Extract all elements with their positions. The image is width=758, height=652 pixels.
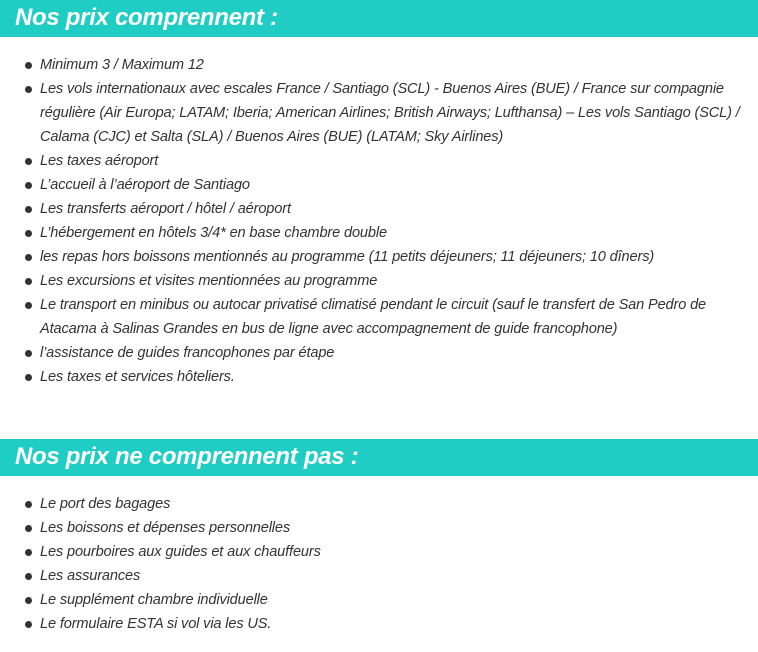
list-item-text: Les assurances [40,568,141,584]
included-banner [0,0,758,37]
list-item [0,365,758,389]
list-item-text: Le transport en minibus ou autocar privatisé climatisé pendant le circuit (sauf le transfert de San Pedro de Atacama à Salinas Grandes en bus de ligne avec accompagnement de guide francophone) [40,297,707,337]
list-item [0,53,758,77]
list-item-text: Les taxes aéroport [40,153,159,169]
list-item [0,612,758,636]
bullet-icon [25,302,32,309]
list-item-text: L’hébergement en hôtels 3/4* en base chambre double [40,225,387,241]
list-item [0,269,758,293]
included-list [0,53,758,389]
list-item [0,341,758,365]
bullet-icon [25,182,32,189]
bullet-icon [25,621,32,628]
list-item [0,173,758,197]
list-item [0,540,758,564]
bullet-icon [25,230,32,237]
bullet-icon [25,278,32,285]
list-item [0,197,758,221]
list-item-text: l’assistance de guides francophones par étape [40,345,335,361]
list-item [0,492,758,516]
list-item-text: Le formulaire ESTA si vol via les US. [40,616,272,632]
list-item [0,516,758,540]
bullet-icon [25,525,32,532]
list-item-text: Les pourboires aux guides et aux chauffeurs [40,544,321,560]
list-item [0,77,758,149]
excluded-list [0,492,758,636]
list-item [0,564,758,588]
bullet-icon [25,573,32,580]
list-item [0,293,758,341]
bullet-icon [25,62,32,69]
bullet-icon [25,158,32,165]
list-item-text: L’accueil à l’aéroport de Santiago [40,177,250,193]
bullet-icon [25,501,32,508]
excluded-section [0,439,758,632]
bullet-icon [25,86,32,93]
included-title: Nos prix comprennent : [15,4,278,31]
excluded-banner [0,439,758,476]
list-item [0,149,758,173]
bullet-icon [25,374,32,381]
list-item-text: Les boissons et dépenses personnelles [40,520,291,536]
bullet-icon [25,350,32,357]
list-item [0,588,758,612]
list-item [0,221,758,245]
bullet-icon [25,254,32,261]
list-item-text: Les vols internationaux avec escales France / Santiago (SCL) - Buenos Aires (BUE) / France sur compagnie régulière (Air Europa; LATAM; Iberia; American Airlines; British Airways; Lufthansa) – Les vols Santiago (SCL) / Calama (CJC) et Salta (SLA) / Buenos Aires (BUE) (LATAM; Sky Airlines) [40,81,740,145]
excluded-title: Nos prix ne comprennent pas : [15,443,359,470]
list-item-text: Le port des bagages [40,496,171,512]
list-item-text: Le supplément chambre individuelle [40,592,268,608]
list-item-text: Minimum 3 / Maximum 12 [40,57,204,73]
bullet-icon [25,206,32,213]
bullet-icon [25,549,32,556]
list-item-text: Les taxes et services hôteliers. [40,369,235,385]
list-item-text: Les transferts aéroport / hôtel / aéroport [40,201,291,217]
list-item [0,245,758,269]
list-item-text: les repas hors boissons mentionnés au programme (11 petits déjeuners; 11 déjeuners; 10 dîners) [40,249,655,265]
bullet-icon [25,597,32,604]
list-item-text: Les excursions et visites mentionnées au programme [40,273,378,289]
